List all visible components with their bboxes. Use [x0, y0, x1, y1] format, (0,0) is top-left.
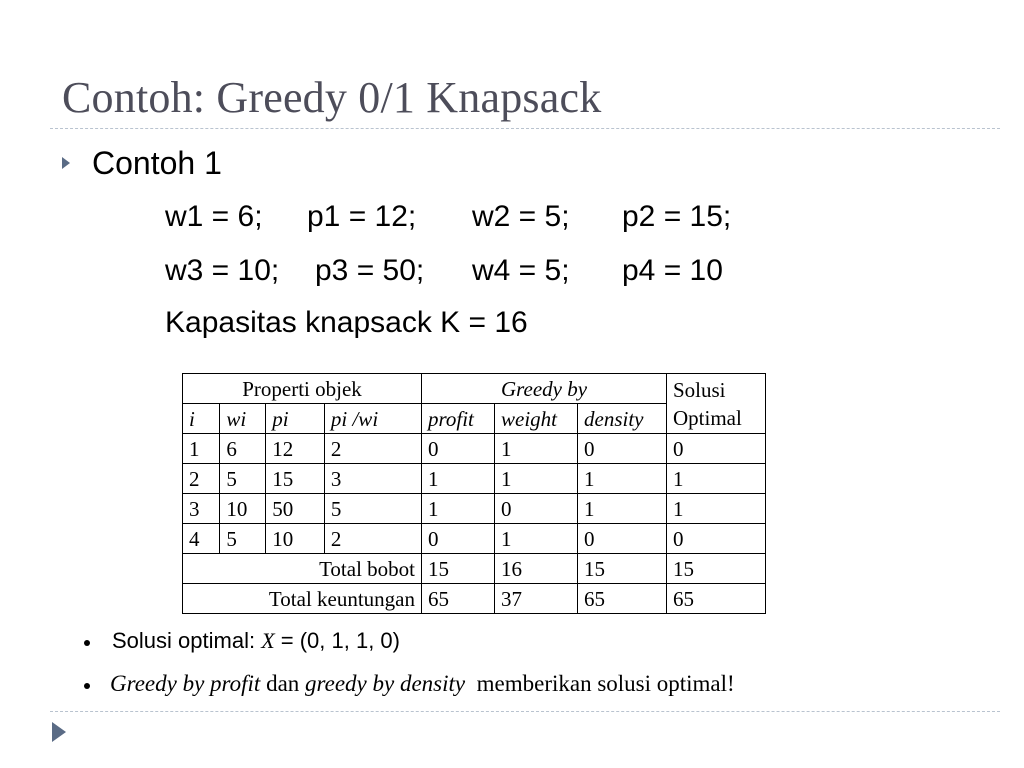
- cell: 5: [220, 524, 266, 554]
- cell: 65: [422, 584, 495, 614]
- cell: 4: [183, 524, 220, 554]
- cell: 10: [220, 494, 266, 524]
- cell: 2: [183, 464, 220, 494]
- cell: 1: [495, 464, 578, 494]
- cell: 0: [495, 494, 578, 524]
- cell: 65: [667, 584, 766, 614]
- note2-dan: dan: [260, 671, 306, 696]
- col-wi: wi: [220, 404, 266, 434]
- total-bobot-row: [183, 554, 766, 584]
- w4-value: w4 = 5;: [472, 254, 570, 287]
- slide-title: Contoh: Greedy 0/1 Knapsack: [62, 73, 602, 122]
- col-pi-wi: pi /wi: [324, 404, 421, 434]
- cell: 0: [422, 434, 495, 464]
- note1-var: X: [261, 628, 275, 653]
- cell: 1: [422, 464, 495, 494]
- cell: 1: [422, 494, 495, 524]
- table-row: [183, 494, 766, 524]
- capacity-text: Kapasitas knapsack K = 16: [165, 306, 528, 339]
- knapsack-table: [182, 373, 766, 614]
- total-bobot-label: Total bobot: [183, 554, 422, 584]
- cell: 50: [266, 494, 325, 524]
- w1-value: w1 = 6;: [165, 200, 263, 233]
- col-pi: pi: [266, 404, 325, 434]
- cell: 12: [266, 434, 325, 464]
- p3-value: p3 = 50;: [315, 254, 425, 287]
- note1-value: = (0, 1, 1, 0): [274, 628, 400, 653]
- bullet-dot-icon: [84, 640, 90, 646]
- cell: 15: [266, 464, 325, 494]
- triangle-bullet-icon: [62, 157, 70, 169]
- cell: 1: [495, 434, 578, 464]
- solusi-header: Solusi Optimal: [667, 374, 766, 434]
- w3-value: w3 = 10;: [165, 254, 280, 287]
- greedy-header: Greedy by: [422, 374, 667, 404]
- w2-value: w2 = 5;: [472, 200, 570, 233]
- p2-value: p2 = 15;: [622, 200, 732, 233]
- cell: 1: [578, 464, 667, 494]
- cell: 0: [422, 524, 495, 554]
- cell: 5: [220, 464, 266, 494]
- greedy-conclusion-note: [110, 671, 735, 697]
- cell: 10: [266, 524, 325, 554]
- properti-header: Properti objek: [183, 374, 422, 404]
- cell: 2: [324, 524, 421, 554]
- cell: 2: [324, 434, 421, 464]
- cell: 65: [578, 584, 667, 614]
- cell: 0: [667, 524, 766, 554]
- cell: 3: [324, 464, 421, 494]
- next-slide-arrow-icon[interactable]: [52, 722, 66, 742]
- cell: 1: [578, 494, 667, 524]
- cell: 5: [324, 494, 421, 524]
- note2-rest: memberikan solusi optimal!: [465, 671, 735, 696]
- cell: 1: [667, 494, 766, 524]
- p1-value: p1 = 12;: [307, 200, 417, 233]
- cell: 1: [667, 464, 766, 494]
- p4-value: p4 = 10: [622, 254, 723, 287]
- col-profit: profit: [422, 404, 495, 434]
- table-row: [183, 464, 766, 494]
- col-density: density: [578, 404, 667, 434]
- cell: 1: [495, 524, 578, 554]
- cell: 37: [495, 584, 578, 614]
- total-keuntungan-row: [183, 584, 766, 614]
- optimal-solution-note: [112, 628, 400, 654]
- note2-greedy-profit: Greedy by profit: [110, 671, 261, 696]
- cell: 0: [667, 434, 766, 464]
- cell: 15: [578, 554, 667, 584]
- col-i: i: [183, 404, 220, 434]
- cell: 1: [183, 434, 220, 464]
- table-row: [183, 434, 766, 464]
- note1-prefix: Solusi optimal:: [112, 628, 262, 653]
- title-divider: [50, 128, 1000, 129]
- cell: 6: [220, 434, 266, 464]
- total-keuntungan-label: Total keuntungan: [183, 584, 422, 614]
- cell: 16: [495, 554, 578, 584]
- cell: 15: [667, 554, 766, 584]
- cell: 3: [183, 494, 220, 524]
- note2-greedy-density: greedy by density: [305, 671, 466, 696]
- footer-divider: [50, 711, 1000, 712]
- cell: 0: [578, 524, 667, 554]
- table-row: [183, 524, 766, 554]
- cell: 0: [578, 434, 667, 464]
- bullet-dot-icon: [84, 683, 90, 689]
- col-weight: weight: [495, 404, 578, 434]
- table-group-header-row: [183, 374, 766, 404]
- cell: 15: [422, 554, 495, 584]
- example-heading: Contoh 1: [92, 145, 222, 181]
